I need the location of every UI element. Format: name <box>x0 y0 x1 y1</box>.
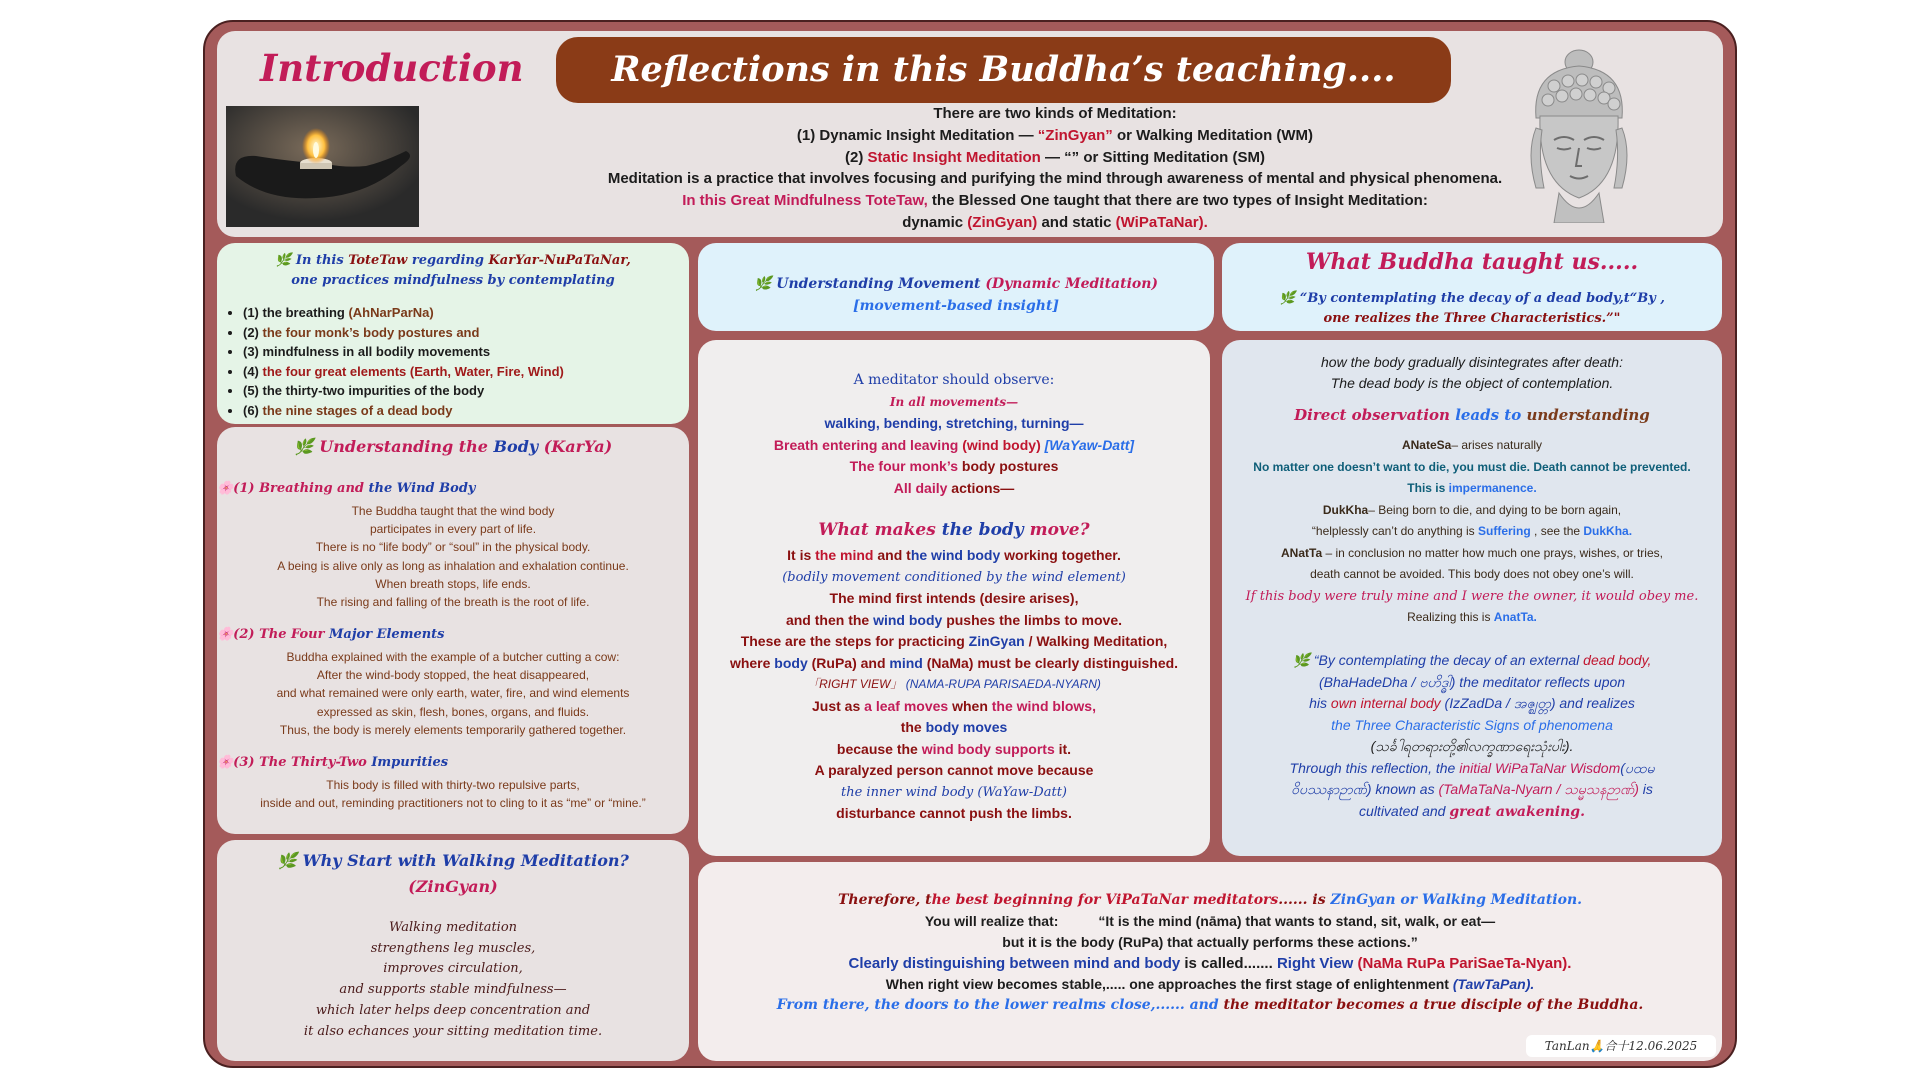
text-span: All daily <box>893 479 952 496</box>
text-span: (RuPa) and <box>807 654 890 671</box>
text-span: Right View <box>1276 955 1354 972</box>
text-span: (NaMa RuPa PariSaeTa-Nyan). <box>1353 955 1572 972</box>
text-span: 🌿 “By contemplating the decay of an external <box>1292 652 1584 668</box>
text-span: 🌿 Understanding Movement <box>753 276 986 292</box>
heading-line: one practices mindfulness by contemplating <box>291 273 615 288</box>
text-line: death cannot be avoided. This body does not obey one’s will. <box>1310 567 1634 581</box>
text-span: (ZinGyan) <box>967 213 1038 231</box>
heading-line: [movement-based insight] <box>852 298 1060 314</box>
text-span: DukKha <box>1322 502 1369 517</box>
text-line: The Buddha taught that the wind body <box>351 504 555 518</box>
text-line <box>1222 758 1722 780</box>
text-span: ZinGyan <box>968 633 1025 649</box>
text-line: The mind first intends (desire arises), <box>829 590 1079 606</box>
text-line: which later helps deep concentration and <box>315 1002 591 1018</box>
author-signature: TanLan🙏合十12.06.2025 <box>1526 1035 1716 1057</box>
text-span: “It is the mind (nāma) that wants to stand, sit, walk, or eat— <box>1098 913 1496 929</box>
text-span: “helplessly can’t do anything is <box>1311 524 1479 538</box>
text-span: , see the <box>1530 524 1584 538</box>
text-line: inside and out, reminding practitioners not to cling to it as “me” or “mine.” <box>260 796 646 811</box>
text-line: This body is filled with thirty-two repulsive parts, <box>326 778 580 792</box>
text-line <box>698 995 1722 1016</box>
text-line <box>698 674 1210 696</box>
text-line <box>698 953 1722 974</box>
text-span: (AhNarParNa) <box>348 305 434 320</box>
text-line <box>698 974 1722 995</box>
text-span: the mind <box>815 547 874 563</box>
text-line: the Three Characteristic Signs of phenomena <box>1331 716 1613 733</box>
text-span: his <box>1309 695 1331 711</box>
contemplation-heading <box>217 251 689 291</box>
banner-title: Reflections in this Buddha’s teaching.... <box>611 49 1396 90</box>
text-span: (WiPaTaNar). <box>1115 213 1208 231</box>
list-item <box>243 362 564 382</box>
text-span: Clearly distinguishing between mind and body <box>848 955 1181 972</box>
text-line <box>698 610 1210 632</box>
text-line <box>698 631 1210 653</box>
text-span: ZinGyan or Walking Meditation. <box>1330 892 1583 908</box>
section-heading <box>217 481 475 496</box>
text-line: There is no “life body” or “soul” in the physical body. <box>315 540 591 555</box>
text-line: disturbance cannot push the limbs. <box>836 805 1072 821</box>
text-span: – arises naturally <box>1451 438 1543 452</box>
what-buddha-taught-panel <box>1222 243 1722 331</box>
text-line: (ZinGyan) <box>408 877 498 896</box>
text-span: is <box>1638 781 1653 797</box>
text-line: No matter one doesn’t want to die, you must die. Death cannot be prevented. <box>1253 459 1691 474</box>
contemplation-list-panel <box>217 243 689 424</box>
text-span: is called....... <box>1180 955 1277 972</box>
text-line: (bodily movement conditioned by the wind element) <box>782 569 1126 585</box>
list-item <box>243 381 564 401</box>
text-line <box>698 653 1210 675</box>
text-span: The Thirty-Two <box>259 755 372 770</box>
text-span: initial WiPaTaNar Wisdom <box>1459 759 1621 776</box>
intro-text <box>440 103 1670 234</box>
intro-line <box>440 212 1670 234</box>
text-line <box>698 890 1722 911</box>
text-span: AnatTa. <box>1493 610 1537 624</box>
text-line <box>1222 500 1722 522</box>
text-span: You will realize that: <box>924 913 1059 929</box>
text-span: ToteTaw <box>348 253 408 268</box>
observation-panel <box>698 340 1210 856</box>
quote-line: one realizes the Three Characteristics.”" <box>1323 311 1621 326</box>
text-span: This is <box>1407 481 1449 495</box>
text-span: Breathing and <box>259 481 369 496</box>
text-span: working together. <box>1000 547 1121 563</box>
movement-panel <box>698 243 1214 331</box>
text-line: it also echances your sitting meditation time. <box>303 1023 603 1039</box>
contemplation-list <box>227 303 564 421</box>
text-span: the nine stages of a dead body <box>262 402 453 418</box>
section-heading <box>217 627 445 642</box>
text-span: the four great elements (Earth, Water, Fire, Wind) <box>262 363 564 379</box>
text-span: move? <box>1023 520 1090 540</box>
text-span: or Walking Meditation (WM) <box>1112 126 1314 144</box>
text-span: (TaMaTaNa-Nyarn / သမ္မသနဉာဏ်) <box>1438 781 1639 797</box>
intro-lines <box>1222 352 1722 394</box>
text-line <box>1222 693 1722 715</box>
text-span: What makes <box>818 520 942 540</box>
text-span: because the <box>836 740 922 757</box>
list-item <box>243 303 564 323</box>
text-span: Just as <box>812 697 865 714</box>
heading-line <box>217 251 689 271</box>
section-text <box>217 502 689 611</box>
text-span: the Wind Body <box>368 481 476 496</box>
why-text <box>217 918 689 1042</box>
text-span: (NAMA-RUPA PARISAEDA-NYARN) <box>902 677 1101 691</box>
understanding-body-panel <box>217 427 689 834</box>
text-line: 🌿 Why Start with Walking Meditation? <box>277 851 629 870</box>
text-span: (Dynamic Meditation) <box>985 276 1159 292</box>
text-line: A meditator should observe: <box>853 372 1055 388</box>
text-line: When breath stops, life ends. <box>375 576 531 591</box>
text-line: and what remained were only earth, water, fire, and wind elements <box>276 686 630 701</box>
text-span: (NaMa) must be clearly distinguished. <box>922 654 1179 671</box>
text-span: great awakening. <box>1449 803 1585 820</box>
what-buddha-quote <box>1222 289 1722 329</box>
section-text <box>217 648 689 739</box>
text-line: A paralyzed person cannot move because <box>814 762 1094 778</box>
text-span: a leaf moves <box>864 697 949 714</box>
text-line: improves circulation, <box>383 961 523 977</box>
text-span: 🌸(2) <box>217 627 260 642</box>
why-walking-panel <box>217 840 689 1061</box>
list-item <box>243 401 564 421</box>
text-span: The four monk’s <box>849 458 962 474</box>
candle-in-hand-photo <box>226 106 419 227</box>
intro-line <box>440 147 1670 169</box>
conclusion-panel <box>698 862 1722 1061</box>
text-span: ဝိပဿနာဉာဏ်) known as <box>1291 781 1439 797</box>
text-span: the body <box>941 520 1024 540</box>
text-span: “ZinGyan” <box>1037 126 1113 144</box>
why-title <box>217 848 689 900</box>
text-span: regarding <box>407 253 489 268</box>
text-span: The Four <box>259 627 330 642</box>
text-span: (1) Dynamic Insight Meditation — <box>796 126 1038 144</box>
text-span: wind body supports <box>921 740 1055 757</box>
text-span: body moves <box>925 719 1008 735</box>
text-span: the Blessed One taught that there are two types of Insight Meditation: <box>927 192 1428 210</box>
text-span: the <box>900 719 926 735</box>
text-line <box>698 478 1210 500</box>
direct-observation-heading <box>1222 406 1722 424</box>
movement-explanation <box>698 545 1210 825</box>
conclusion-text <box>698 890 1722 1016</box>
text-line <box>698 696 1210 718</box>
list-item <box>243 342 564 362</box>
text-line: strengthens leg muscles, <box>370 940 536 956</box>
text-span: 🌿 In this <box>275 253 349 268</box>
intro-line <box>440 190 1670 212</box>
text-span: Suffering <box>1478 524 1531 538</box>
text-span: (3) mindfulness in all bodily movements <box>243 344 491 360</box>
text-span: These are the steps for practicing <box>740 633 969 649</box>
text-span: Direct observation <box>1294 406 1456 424</box>
text-span: – in conclusion no matter how much one prays, wishes, or tries, <box>1322 545 1663 560</box>
text-line: (BhaHadeDha / ဗဟိဒ္ဓါ) the meditator reflects upon <box>1318 673 1626 690</box>
text-span: and t <box>873 547 911 563</box>
text-span: (5) the thirty-two impurities of the body <box>243 383 485 399</box>
text-line: (သင်္ခါရတရားတို့၏လက္ခဏာရေးသုံးပါး). <box>1370 738 1574 754</box>
text-span: ANatTa <box>1281 545 1323 560</box>
text-span: (ပထမ <box>1620 759 1655 776</box>
text-span: – Being born to die, and dying to be born again, <box>1368 502 1622 517</box>
text-span: he best beginning for ViPaTaNar meditators <box>931 892 1279 908</box>
text-line: participates in every part of life. <box>369 522 537 537</box>
text-span: KarYar-NuPaTaNar, <box>488 253 631 268</box>
text-span: the meditator becomes a true disciple of the Buddha. <box>1223 997 1644 1013</box>
text-line <box>1222 521 1722 543</box>
heading-line <box>698 273 1214 295</box>
text-span: Body <box>493 437 539 456</box>
text-span: 「RIGHT VIEW」 <box>807 677 903 691</box>
text-line <box>1222 607 1722 629</box>
text-span: leads to <box>1455 406 1522 424</box>
text-span: (2) <box>243 324 263 340</box>
text-line: Thus, the body is merely elements temporarily gathered together. <box>279 722 627 737</box>
text-line <box>1222 435 1722 457</box>
text-span: [WaYaw-Datt] <box>1040 436 1135 453</box>
text-span: Therefore, t <box>837 892 932 908</box>
text-line <box>698 435 1210 457</box>
text-span: body <box>774 654 808 671</box>
text-span: it. <box>1054 740 1072 757</box>
text-span: In this Great Mindfulness ToteTaw, <box>682 192 928 210</box>
text-line: but it is the body (RuPa) that actually performs these actions.” <box>1002 934 1418 950</box>
text-span: 🌿 Understanding the <box>293 437 494 456</box>
text-line: In all movements— <box>889 394 1019 409</box>
section-text <box>217 776 689 812</box>
text-span: 🌸(3) <box>217 755 260 770</box>
text-line: A being is alive only as long as inhalation and exhalation continue. <box>277 558 629 573</box>
text-line: walking, bending, stretching, turning— <box>824 415 1084 431</box>
text-span: own internal body <box>1330 695 1441 711</box>
text-span: mind <box>889 654 923 671</box>
text-span: From there, the doors to the lower realms close,...... and <box>776 997 1224 1013</box>
text-span: where <box>729 654 775 671</box>
text-line: If this body were truly mine and I were the owner, it would obey me. <box>1245 588 1699 604</box>
text-line <box>1222 801 1722 824</box>
text-span: ANateSa <box>1401 438 1452 452</box>
external-body-reflection <box>1222 650 1722 823</box>
text-span: the four monk’s body postures and <box>262 324 480 340</box>
intro-title: Introduction <box>260 46 524 90</box>
text-line <box>698 717 1210 739</box>
text-span: (4) <box>243 363 263 379</box>
text-line <box>698 456 1210 478</box>
text-span: dead body, <box>1583 652 1652 668</box>
intro-line: Meditation is a practice that involves focusing and purifying the mind through awareness of mental and physical phenomena. <box>607 170 1503 188</box>
text-span: body postures <box>961 458 1059 474</box>
text-span: Through this reflection, the <box>1289 759 1460 776</box>
text-span: dynamic <box>902 213 968 231</box>
text-line: The rising and falling of the breath is the root of life. <box>316 595 590 610</box>
list-item <box>243 323 564 343</box>
text-span: / Walking Meditation, <box>1024 633 1168 649</box>
text-span: he wind body <box>910 547 1001 563</box>
text-span: (1) the breathing <box>243 305 349 320</box>
text-span: 🌸(1) <box>217 481 260 496</box>
text-span: impermanence. <box>1448 481 1537 495</box>
what-buddha-title: What Buddha taught us..... <box>1305 249 1639 275</box>
intro-line: There are two kinds of Meditation: <box>933 105 1177 122</box>
text-span: pushes the limbs to move. <box>942 611 1123 628</box>
text-line <box>1222 543 1722 565</box>
body-title <box>217 437 689 456</box>
text-line <box>698 739 1210 761</box>
observe-block <box>698 370 1210 499</box>
three-characteristics <box>1222 435 1722 629</box>
text-span: Impurities <box>371 755 449 770</box>
text-span: Major Elements <box>329 627 445 642</box>
banner <box>556 37 1451 103</box>
text-span: (wind body) <box>962 436 1041 453</box>
text-span: cultivated and <box>1359 802 1450 819</box>
decay-contemplation-panel <box>1222 340 1722 856</box>
movement-heading <box>698 273 1214 317</box>
text-span: when <box>948 697 992 714</box>
text-line <box>1222 650 1722 672</box>
text-line: Buddha explained with the example of a butcher cutting a cow: <box>286 650 620 664</box>
text-line <box>1222 478 1722 500</box>
text-span: understanding <box>1521 406 1650 424</box>
text-span: DukKha. <box>1583 524 1633 538</box>
text-span: — “” or Sitting Meditation (SM) <box>1040 148 1265 166</box>
text-span: wind body <box>873 611 943 628</box>
text-span: Realizing this is <box>1407 610 1494 624</box>
text-span: (6) <box>243 402 263 418</box>
intro-line <box>440 125 1670 147</box>
text-line: how the body gradually disintegrates after death: <box>1321 354 1623 370</box>
text-line: After the wind-body stopped, the heat disappeared, <box>316 668 590 683</box>
text-span: ...... is <box>1278 892 1331 908</box>
text-span: (2) <box>845 148 868 166</box>
quote-line: 🌿 “By contemplating the decay of a dead body,t“By , <box>1279 291 1665 306</box>
text-line: and supports stable mindfulness— <box>339 982 567 998</box>
text-line <box>698 545 1210 567</box>
text-span: It is <box>787 547 816 563</box>
text-line <box>1222 779 1722 801</box>
text-line: The dead body is the object of contemplation. <box>1330 375 1614 391</box>
text-line: Walking meditation <box>388 920 518 935</box>
what-makes-body-move-heading <box>698 520 1210 540</box>
text-span: (TawTaPan). <box>1452 976 1535 992</box>
text-span: Breath entering and leaving <box>773 436 963 453</box>
text-line <box>698 911 1722 932</box>
section-heading <box>217 755 448 770</box>
text-span: When right view becomes stable,..... one approaches the first stage of enlightenment <box>885 976 1453 992</box>
text-span: Static Insight Meditation <box>867 148 1041 166</box>
text-span: and static <box>1037 213 1116 231</box>
text-line: the inner wind body (WaYaw-Datt) <box>840 784 1067 800</box>
text-line: expressed as skin, flesh, bones, organs, and fluids. <box>316 704 590 719</box>
text-span: and then the <box>785 611 874 628</box>
text-span: the wind blows, <box>991 697 1096 714</box>
text-span: (KarYa) <box>538 437 613 456</box>
text-span: actions— <box>951 479 1015 496</box>
text-span: (IzZadDa / အဇ္ဈတ္တ) and realizes <box>1440 695 1635 711</box>
